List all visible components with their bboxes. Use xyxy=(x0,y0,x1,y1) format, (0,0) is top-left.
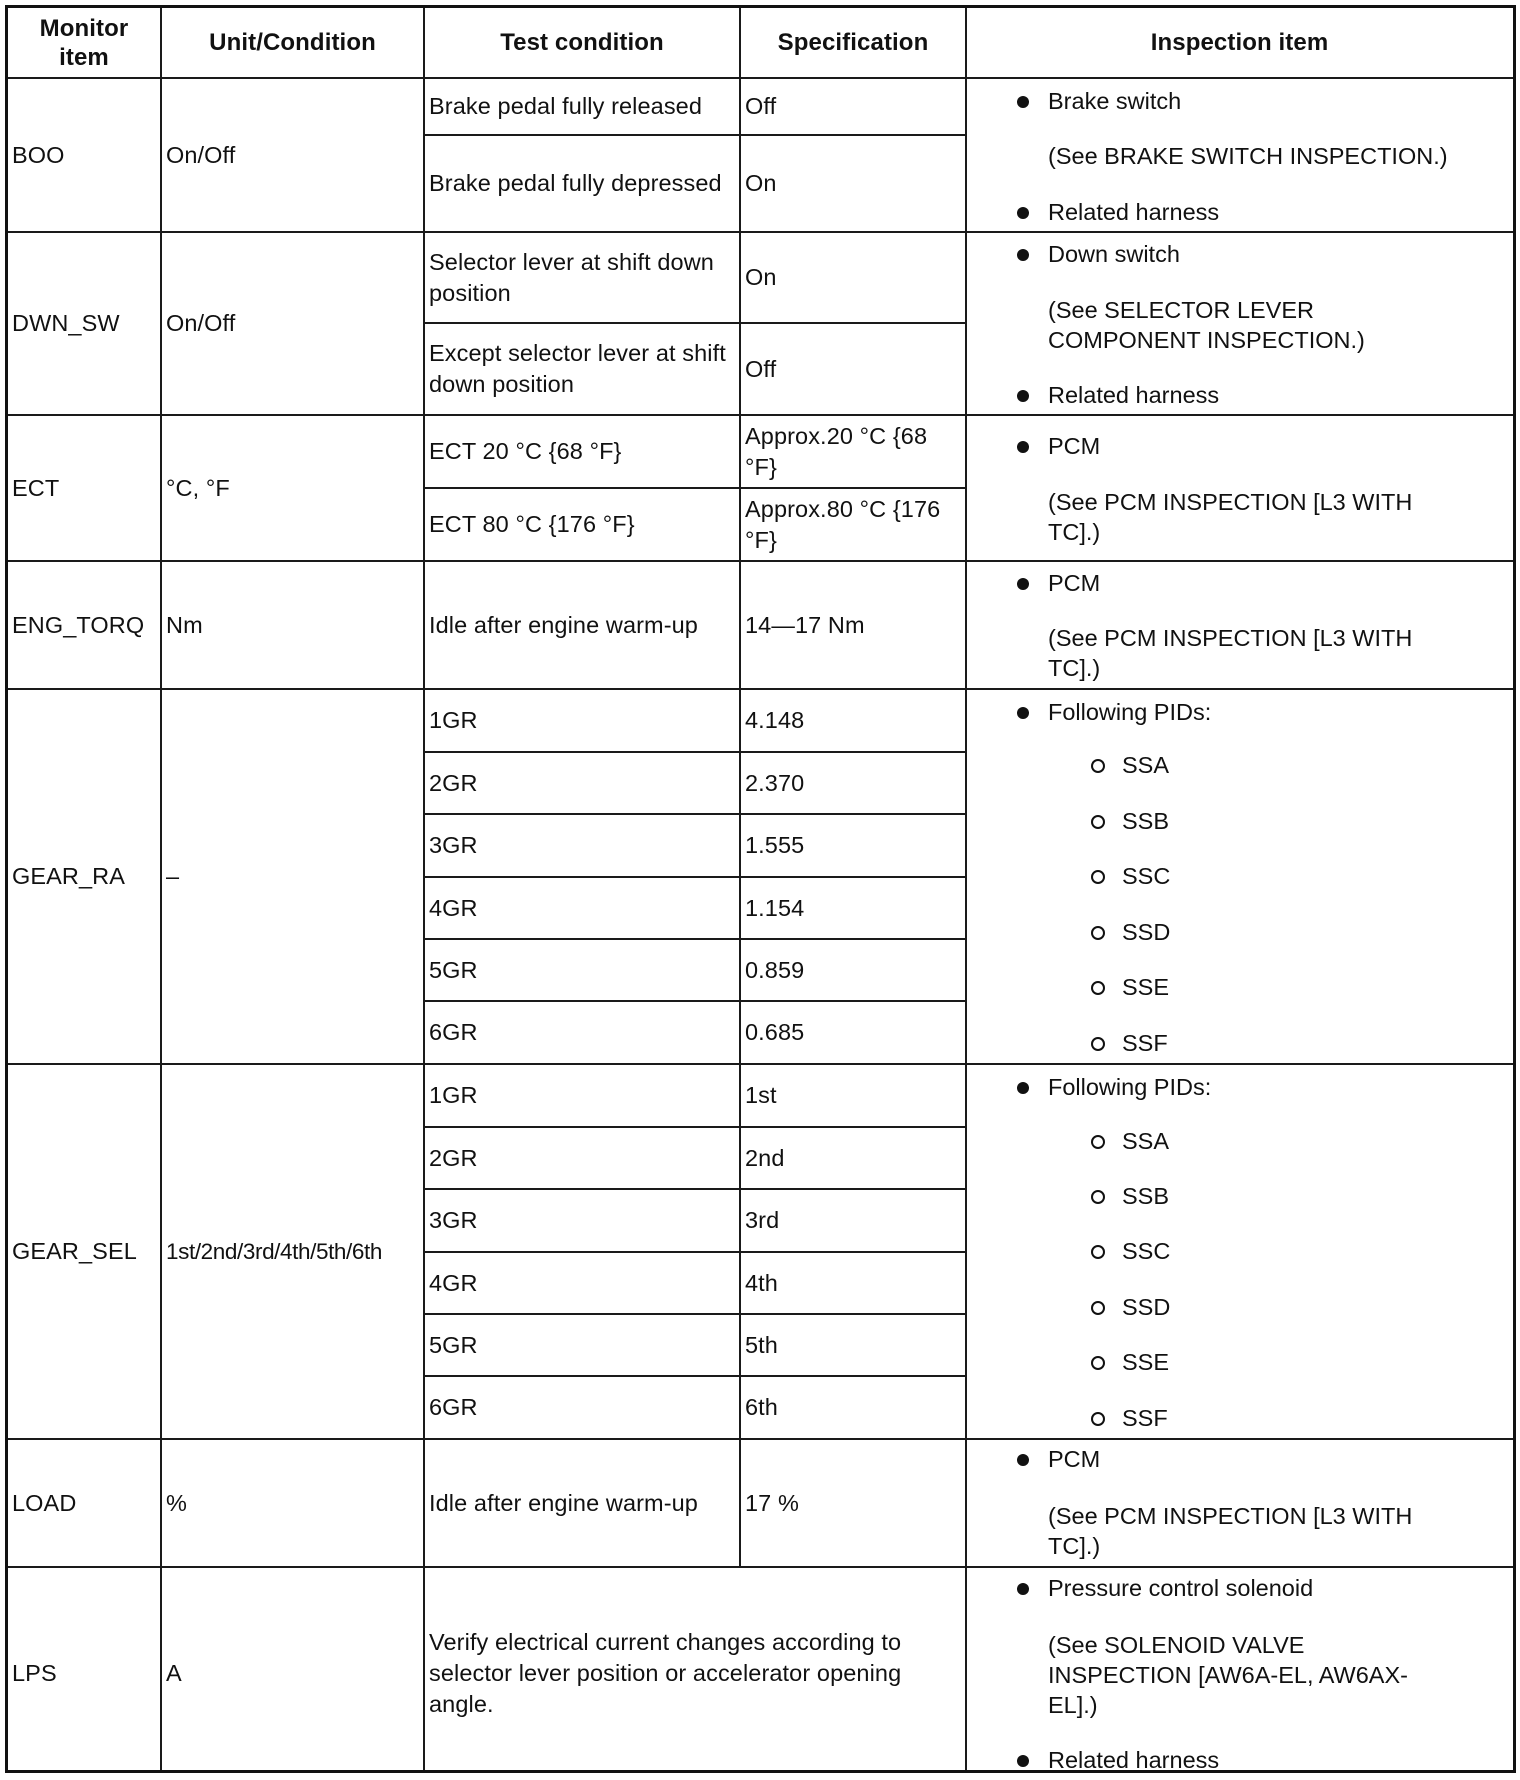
monitor-item-cell: ENG_TORQ xyxy=(12,611,145,638)
test-condition-cell: ECT 20 °C {68 °F} xyxy=(429,438,622,464)
test-condition-cell: 1GR xyxy=(429,1082,478,1108)
inspection-note: (See BRAKE SWITCH INSPECTION.) xyxy=(1048,143,1448,169)
specification-cell: 4.148 xyxy=(745,707,805,733)
inspection-sub-item: SSA xyxy=(1122,752,1170,778)
specification-cell: On xyxy=(745,170,777,196)
specification-cell: 1st xyxy=(745,1082,777,1108)
monitor-item-cell: DWN_SW xyxy=(12,310,120,336)
test-condition-cell: 3GR xyxy=(429,1207,478,1233)
inspection-note: (See SOLENOID VALVE INSPECTION [AW6A-EL, AW6AX-EL].) xyxy=(1048,1632,1408,1718)
inspection-note: (See PCM INSPECTION [L3 WITH TC].) xyxy=(1048,1503,1413,1559)
unit-condition-cell: % xyxy=(166,1489,187,1516)
test-condition-cell: Verify electrical current changes according to selector lever position or accelerator opening angle. xyxy=(429,1629,902,1717)
inspection-sub-item: SSB xyxy=(1122,808,1170,834)
header-monitor-item: Monitor item xyxy=(39,14,129,71)
test-condition-cell: 2GR xyxy=(429,769,478,796)
unit-condition-cell: 1st/2nd/3rd/4th/5th/6th xyxy=(166,1239,382,1264)
test-condition-cell: Except selector lever at shift down position xyxy=(429,340,726,397)
specification-cell: 14—17 Nm xyxy=(745,611,865,638)
header-specification: Specification xyxy=(777,29,929,56)
inspection-bullet: PCM xyxy=(1048,570,1101,596)
inspection-bullet: Brake switch xyxy=(1048,88,1182,114)
inspection-sub-item: SSC xyxy=(1122,1238,1171,1264)
specification-cell: 4th xyxy=(745,1269,778,1296)
test-condition-cell: ECT 80 °C {176 °F} xyxy=(429,511,635,537)
specification-cell: 5th xyxy=(745,1331,778,1358)
monitor-item-cell: GEAR_RA xyxy=(12,863,126,889)
monitor-item-cell: LPS xyxy=(12,1660,57,1686)
unit-condition-cell: Nm xyxy=(166,611,203,638)
inspection-note: (See SELECTOR LEVER COMPONENT INSPECTION.) xyxy=(1048,297,1365,353)
inspection-sub-item: SSA xyxy=(1122,1128,1170,1154)
specification-cell: 2nd xyxy=(745,1144,785,1171)
inspection-note: (See PCM INSPECTION [L3 WITH TC].) xyxy=(1048,625,1413,681)
specification-cell: Approx.80 °C {176 °F} xyxy=(745,495,941,553)
inspection-sub-item: SSE xyxy=(1122,974,1170,1000)
test-condition-cell: 3GR xyxy=(429,832,478,858)
test-condition-cell: Brake pedal fully released xyxy=(429,93,703,119)
inspection-bullet: Pressure control solenoid xyxy=(1048,1575,1314,1601)
unit-condition-cell: A xyxy=(166,1660,182,1686)
inspection-bullet: PCM xyxy=(1048,1446,1101,1472)
table-frame xyxy=(5,5,1516,1773)
test-condition-cell: 6GR xyxy=(429,1394,478,1420)
test-condition-cell: Idle after engine warm-up xyxy=(429,1489,698,1516)
header-unit-condition: Unit/Condition xyxy=(209,29,376,56)
specification-cell: 17 % xyxy=(745,1489,799,1516)
specification-cell: Approx.20 °C {68 °F} xyxy=(745,422,928,480)
header-test-condition: Test condition xyxy=(500,29,664,56)
specification-cell: 1.555 xyxy=(745,832,805,858)
test-condition-cell: Brake pedal fully depressed xyxy=(429,170,722,196)
specification-cell: 0.859 xyxy=(745,956,805,983)
test-condition-cell: 1GR xyxy=(429,707,478,733)
test-condition-cell: Idle after engine warm-up xyxy=(429,611,698,638)
test-condition-cell: 5GR xyxy=(429,1331,478,1358)
test-condition-cell: 4GR xyxy=(429,1269,478,1296)
specification-cell: 0.685 xyxy=(745,1019,805,1045)
specification-cell: 1.154 xyxy=(745,894,805,921)
monitor-item-cell: BOO xyxy=(12,141,65,168)
test-condition-cell: 5GR xyxy=(429,956,478,983)
monitor-item-cell: LOAD xyxy=(12,1489,77,1516)
header-inspection-item: Inspection item xyxy=(1150,29,1329,56)
specification-cell: 2.370 xyxy=(745,769,805,796)
inspection-bullet: Following PIDs: xyxy=(1048,1074,1212,1100)
inspection-sub-item: SSD xyxy=(1122,919,1171,945)
inspection-bullet: Related harness xyxy=(1048,1747,1220,1773)
inspection-bullet: PCM xyxy=(1048,433,1101,459)
monitor-item-cell: ECT xyxy=(12,474,60,501)
test-condition-cell: 6GR xyxy=(429,1019,478,1045)
test-condition-cell: 4GR xyxy=(429,894,478,921)
specification-cell: 6th xyxy=(745,1394,778,1420)
unit-condition-cell: – xyxy=(166,863,180,889)
inspection-bullet: Following PIDs: xyxy=(1048,699,1212,725)
unit-condition-cell: On/Off xyxy=(166,310,236,336)
inspection-bullet: Down switch xyxy=(1048,241,1180,267)
inspection-sub-item: SSD xyxy=(1122,1294,1171,1320)
inspection-note: (See PCM INSPECTION [L3 WITH TC].) xyxy=(1048,489,1413,545)
specification-cell: Off xyxy=(745,93,777,119)
unit-condition-cell: °C, °F xyxy=(166,474,230,501)
unit-condition-cell: On/Off xyxy=(166,141,236,168)
monitor-item-cell: GEAR_SEL xyxy=(12,1238,137,1264)
inspection-sub-item: SSE xyxy=(1122,1349,1170,1375)
inspection-sub-item: SSB xyxy=(1122,1183,1170,1209)
specification-cell: On xyxy=(745,264,777,290)
specification-cell: 3rd xyxy=(745,1207,780,1233)
specification-cell: Off xyxy=(745,355,777,382)
inspection-bullet: Related harness xyxy=(1048,199,1220,225)
test-condition-cell: Selector lever at shift down position xyxy=(429,248,714,306)
inspection-bullet: Related harness xyxy=(1048,382,1220,408)
inspection-sub-item: SSC xyxy=(1122,863,1171,889)
inspection-sub-item: SSF xyxy=(1122,1030,1168,1056)
inspection-sub-item: SSF xyxy=(1122,1405,1168,1431)
test-condition-cell: 2GR xyxy=(429,1144,478,1171)
